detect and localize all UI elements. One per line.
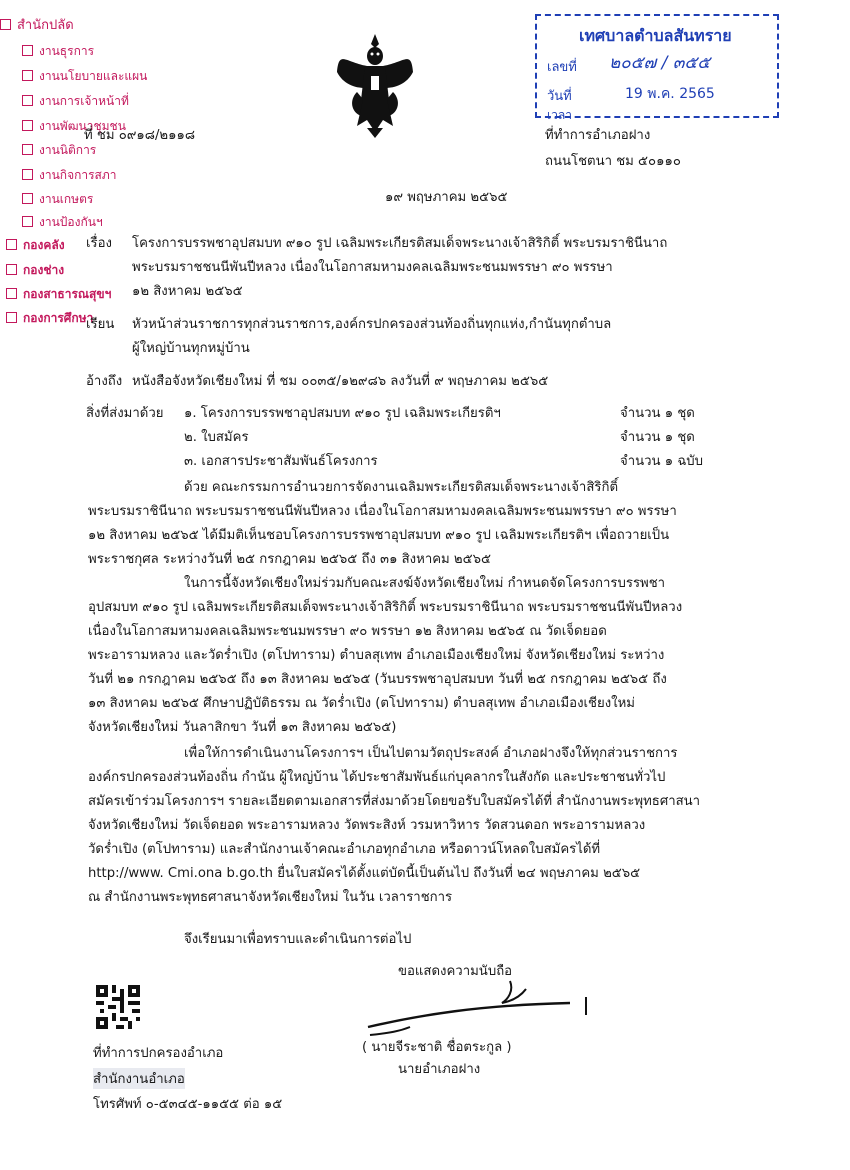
subject-label: เรื่อง: [86, 236, 112, 251]
reference-label: อ้างถึง: [86, 374, 123, 389]
subject-line: พระบรมราชชนนีพันปีหลวง เนื่องในโอกาสมหามงคลเฉลิมพระชนมพรรษา ๙๐ พรรษา: [132, 260, 613, 275]
routing-item: งานธุรการ: [22, 42, 94, 61]
recipient-line: หัวหน้าส่วนราชการทุกส่วนราชการ,องค์กรปกครองส่วนท้องถิ่นทุกแห่ง,กำนันทุกตำบล: [132, 317, 612, 332]
footer-office: ที่ทำการปกครองอำเภอ: [93, 1046, 224, 1061]
body-line: เนื่องในโอกาสมหามงคลเฉลิมพระชนมพรรษา ๙๐ พรรษา ๑๒ สิงหาคม ๒๕๖๕ ณ วัดเจ็ดยอด: [88, 624, 607, 639]
checkbox-icon: [0, 19, 11, 30]
routing-division: กองคลัง: [6, 236, 65, 255]
subject-line: ๑๒ สิงหาคม ๒๕๖๕: [132, 284, 243, 299]
stamp-number-value: ๒๐๕๗ / ๓๕๕: [609, 53, 711, 73]
checkbox-icon: [6, 239, 17, 250]
enclosure-item: ๓. เอกสารประชาสัมพันธ์โครงการ: [184, 454, 378, 469]
document-number: ที่ ชม ๐๙๑๘/๒๑๑๘: [84, 128, 196, 143]
footer-phone: โทรศัพท์ ๐-๕๓๔๕-๑๑๕๕ ต่อ ๑๕: [93, 1097, 283, 1112]
handwritten-signature-icon: [360, 975, 600, 1045]
reference-text: หนังสือจังหวัดเชียงใหม่ ที่ ชม ๐๐๓๕/๑๒๙๘๖ ลงวันที่ ๙ พฤษภาคม ๒๕๖๕: [132, 374, 549, 389]
routing-item: งานการเจ้าหน้าที่: [22, 92, 129, 111]
enclosure-item: ๒. ใบสมัคร: [184, 430, 249, 445]
body-line: เพื่อให้การดำเนินงานโครงการฯ เป็นไปตามวัตถุประสงค์ อำเภอฝางจึงให้ทุกส่วนราชการ: [184, 746, 678, 761]
enclosure-item: ๑. โครงการบรรพชาอุปสมบท ๙๑๐ รูป เฉลิมพระเกียรติฯ: [184, 406, 501, 421]
routing-item: งานกิจการสภา: [22, 166, 117, 185]
checkbox-icon: [22, 95, 33, 106]
checkbox-icon: [22, 144, 33, 155]
routing-item: งานป้องกันฯ: [22, 213, 103, 232]
checkbox-icon: [22, 45, 33, 56]
qr-code-icon: [96, 985, 140, 1029]
sender-office: ที่ทำการอำเภอฝาง: [545, 128, 651, 143]
routing-header: สำนักปลัด: [0, 14, 74, 35]
stamp-org: เทศบาลตำบลสันทราย: [579, 26, 732, 45]
subject-line: โครงการบรรพชาอุปสมบท ๙๑๐ รูป เฉลิมพระเกียรติสมเด็จพระนางเจ้าสิริกิติ์ พระบรมราชินีนาถ: [132, 236, 668, 251]
body-line: องค์กรปกครองส่วนท้องถิ่น กำนัน ผู้ใหญ่บ้าน ได้ประชาสัมพันธ์แก่บุคลากรในสังกัด และประชาชนทั่วไป: [88, 770, 666, 785]
body-line: จังหวัดเชียงใหม่ วันลาสิกขา วันที่ ๑๓ สิงหาคม ๒๕๖๕): [88, 720, 397, 735]
body-line: จังหวัดเชียงใหม่ วัดเจ็ดยอด พระอารามหลวง วัดพระสิงห์ วรมหาวิหาร วัดสวนดอก พระอารามหลวง: [88, 818, 646, 833]
recipient-line: ผู้ใหญ่บ้านทุกหมู่บ้าน: [132, 341, 250, 356]
body-line: ณ สำนักงานพระพุทธศาสนาจังหวัดเชียงใหม่ ในวัน เวลาราชการ: [88, 890, 453, 905]
routing-item: งานพัฒนาชุมชน: [22, 117, 126, 136]
document-date: ๑๙ พฤษภาคม ๒๕๖๕: [385, 190, 508, 205]
body-line: พระราชกุศล ระหว่างวันที่ ๒๕ กรกฎาคม ๒๕๖๕ ถึง ๓๑ สิงหาคม ๒๕๖๕: [88, 552, 491, 567]
body-line: ๑๓ สิงหาคม ๒๕๖๕ ศึกษาปฏิบัติธรรม ณ วัดร่ำเปิง (ตโปทาราม) ตำบลสุเทพ อำเภอเมืองเชียงใหม่: [88, 696, 635, 711]
routing-division: กองสาธารณสุขฯ: [6, 285, 111, 304]
routing-item: งานนิติการ: [22, 141, 96, 160]
regards-text: ขอแสดงความนับถือ: [398, 964, 513, 979]
enclosure-qty: จำนวน ๑ ชุด: [620, 430, 695, 445]
routing-division: กองช่าง: [6, 261, 64, 280]
body-line: ๑๒ สิงหาคม ๒๕๖๕ ได้มีมติเห็นชอบโครงการบรรพชาอุปสมบท ๙๑๐ รูป เฉลิมพระเกียรติฯ เพื่อถวายเป็น: [88, 528, 670, 543]
signer-name: ( นายจีระชาติ ชื่อตระกูล ): [362, 1040, 512, 1055]
footer-unit: สำนักงานอำเภอ: [93, 1068, 185, 1089]
enclosure-qty: จำนวน ๑ ชุด: [620, 406, 695, 421]
sender-address: ถนนโชตนา ชม ๕๐๑๑๐: [545, 154, 681, 169]
body-paragraph-3: [88, 742, 708, 910]
closing-line: จึงเรียนมาเพื่อทราบและดำเนินการต่อไป: [184, 932, 412, 947]
recipient-label: เรียน: [86, 317, 115, 332]
routing-division: กองการศึกษา: [6, 309, 93, 328]
body-line: พระบรมราชินีนาถ พระบรมราชชนนีพันปีหลวง เนื่องในโอกาสมหามงคลเฉลิมพระชนมพรรษา ๙๐ พรรษา: [88, 504, 677, 519]
signer-position: นายอำเภอฝาง: [398, 1062, 481, 1077]
checkbox-icon: [6, 264, 17, 275]
checkbox-icon: [22, 120, 33, 131]
enclosures-label: สิ่งที่ส่งมาด้วย: [86, 406, 164, 421]
checkbox-icon: [22, 70, 33, 81]
checkbox-icon: [6, 288, 17, 299]
body-line: พระอารามหลวง และวัดร่ำเปิง (ตโปทาราม) ตำบลสุเทพ อำเภอเมืองเชียงใหม่ จังหวัดเชียงใหม่ ระหว่าง: [88, 648, 665, 663]
checkbox-icon: [6, 312, 17, 323]
body-line: อุปสมบท ๙๑๐ รูป เฉลิมพระเกียรติสมเด็จพระนางเจ้าสิริกิติ์ พระบรมราชินีนาถ พระบรมราชชนนีพันปีหลวง: [88, 600, 683, 615]
checkbox-icon: [22, 193, 33, 204]
checkbox-icon: [22, 216, 33, 227]
body-line: ในการนี้จังหวัดเชียงใหม่ร่วมกับคณะสงฆ์จังหวัดเชียงใหม่ กำหนดจัดโครงการบรรพชา: [184, 576, 666, 591]
routing-item: งานเกษตร: [22, 190, 93, 209]
body-paragraph-1: [88, 476, 708, 572]
enclosure-qty: จำนวน ๑ ฉบับ: [620, 454, 704, 469]
receipt-stamp: [535, 14, 779, 122]
body-line: สมัครเข้าร่วมโครงการฯ รายละเอียดตามเอกสารที่ส่งมาด้วยโดยขอรับใบสมัครได้ที่ สำนักงานพระพุทธศาสนา: [88, 794, 701, 809]
body-paragraph-2: [88, 572, 708, 740]
body-line: ด้วย คณะกรรมการอำนวยการจัดงานเฉลิมพระเกียรติสมเด็จพระนางเจ้าสิริกิติ์: [184, 480, 619, 495]
checkbox-icon: [22, 169, 33, 180]
garuda-emblem-icon: [335, 32, 415, 140]
routing-item: งานนโยบายและแผน: [22, 67, 147, 86]
stamp-number-label: เลขที่: [547, 60, 577, 75]
stamp-date-label: วันที่: [547, 89, 572, 104]
stamp-date-value: 19 พ.ค. 2565: [625, 86, 715, 102]
body-line: วันที่ ๒๑ กรกฎาคม ๒๕๖๕ ถึง ๑๓ สิงหาคม ๒๕๖๕ (วันบรรพชาอุปสมบท วันที่ ๒๕ กรกฎาคม ๒๕๖๕ ถึง: [88, 672, 667, 687]
download-link[interactable]: http://www. Cmi.ona b.go.th ยื่นใบสมัครได้ตั้งแต่บัดนี้เป็นต้นไป ถึงวันที่ ๒๔ พฤษภาคม ๒๕๖๕: [88, 866, 641, 881]
body-line: วัดร่ำเปิง (ตโปทาราม) และสำนักงานเจ้าคณะอำเภอทุกอำเภอ หรือดาวน์โหลดใบสมัครได้ที่: [88, 842, 601, 857]
stamp-time-label: เวลา: [547, 108, 572, 122]
